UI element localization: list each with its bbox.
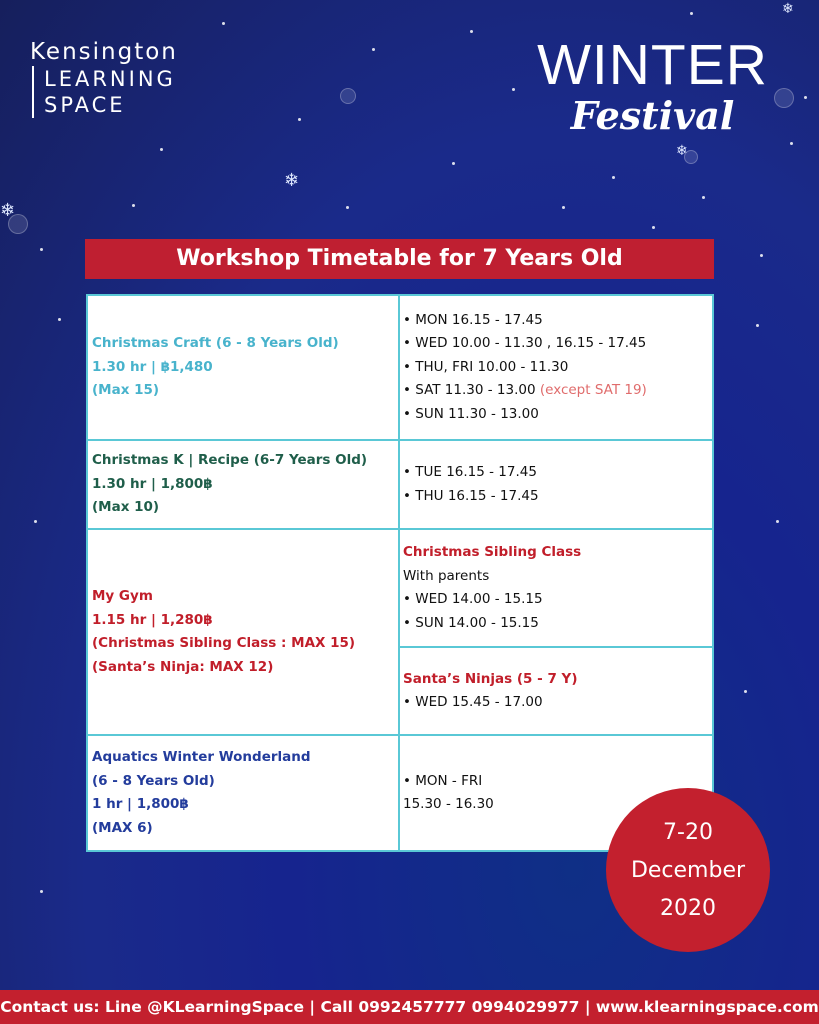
snowflake-icon: ❄	[782, 1, 794, 17]
timetable-heading: Workshop Timetable for 7 Years Old	[85, 239, 714, 279]
exception-note: (except SAT 19)	[539, 382, 647, 399]
schedule-line: • SUN 11.30 - 13.00	[403, 405, 539, 422]
schedule-cell	[399, 295, 713, 440]
class-capacity: (Santa’s Ninja: MAX 12)	[92, 658, 274, 675]
snowflake-icon: ❄	[676, 143, 688, 159]
schedule-line: • MON 16.15 - 17.45	[403, 311, 543, 328]
snowflake-icon: ❄	[0, 200, 16, 221]
kensington-logo	[30, 38, 178, 118]
schedule-line: • SAT 11.30 - 13.00 (except SAT 19)	[403, 382, 647, 399]
class-duration-price: 1 hr | 1,800฿	[92, 796, 189, 812]
schedule-line: • TUE 16.15 - 17.45	[403, 464, 537, 480]
date-range: 7-20	[663, 820, 713, 845]
table-row	[87, 529, 713, 647]
table-row	[87, 295, 713, 440]
schedule-cell	[399, 440, 713, 529]
schedule-line: • WED 10.00 - 11.30 , 16.15 - 17.45	[403, 335, 647, 352]
festival-word: Festival	[570, 93, 735, 138]
class-name: Christmas Craft (6 - 8 Years Old)	[92, 335, 339, 352]
class-capacity: (Max 15)	[92, 382, 160, 399]
schedule-line: • THU 16.15 - 17.45	[403, 487, 539, 504]
winter-festival-title	[525, 34, 780, 138]
class-capacity: (Christmas Sibling Class : MAX 15)	[92, 635, 356, 651]
logo-line-3: SPACE	[32, 92, 178, 118]
table-row	[87, 440, 713, 529]
class-duration-price: 1.30 hr | ฿1,480	[92, 358, 213, 375]
class-name: Aquatics Winter Wonderland	[92, 749, 311, 765]
class-capacity: (MAX 6)	[92, 819, 153, 836]
sub-class-title: Santa’s Ninjas (5 - 7 Y)	[403, 670, 578, 687]
workshop-timetable	[86, 294, 714, 852]
class-name: Christmas K | Recipe (6-7 Years Old)	[92, 452, 368, 469]
schedule-line: • WED 15.45 - 17.00	[403, 694, 543, 710]
class-capacity: (Max 10)	[92, 499, 160, 516]
schedule-cell	[399, 529, 713, 647]
logo-line-2: LEARNING	[32, 66, 178, 92]
schedule-line: With parents	[403, 567, 490, 584]
contact-footer: Contact us: Line @KLearningSpace | Call 0992457777 0994029977 | www.klearningspace.com	[0, 990, 819, 1024]
event-dates-badge	[606, 788, 770, 952]
class-cell	[87, 735, 399, 851]
class-cell	[87, 529, 399, 735]
sub-class-title: Christmas Sibling Class	[403, 544, 582, 560]
date-month: December	[630, 858, 746, 883]
class-cell	[87, 440, 399, 529]
schedule-line: • SUN 14.00 - 15.15	[403, 614, 539, 631]
schedule-line: • THU, FRI 10.00 - 11.30	[403, 358, 569, 375]
schedule-cell	[399, 647, 713, 735]
snowflake-icon: ❄	[284, 170, 300, 191]
logo-line-1: Kensington	[30, 39, 178, 65]
date-year: 2020	[660, 896, 716, 921]
class-name: My Gym	[92, 588, 153, 604]
schedule-line: • MON - FRI	[403, 772, 483, 789]
class-duration-price: 1.30 hr | 1,800฿	[92, 475, 213, 492]
schedule-line: • WED 14.00 - 15.15	[403, 591, 543, 607]
winter-word: WINTER	[537, 33, 768, 97]
class-cell	[87, 295, 399, 440]
schedule-line: 15.30 - 16.30	[403, 796, 494, 812]
class-duration-price: 1.15 hr | 1,280฿	[92, 611, 213, 628]
class-age: (6 - 8 Years Old)	[92, 772, 215, 789]
